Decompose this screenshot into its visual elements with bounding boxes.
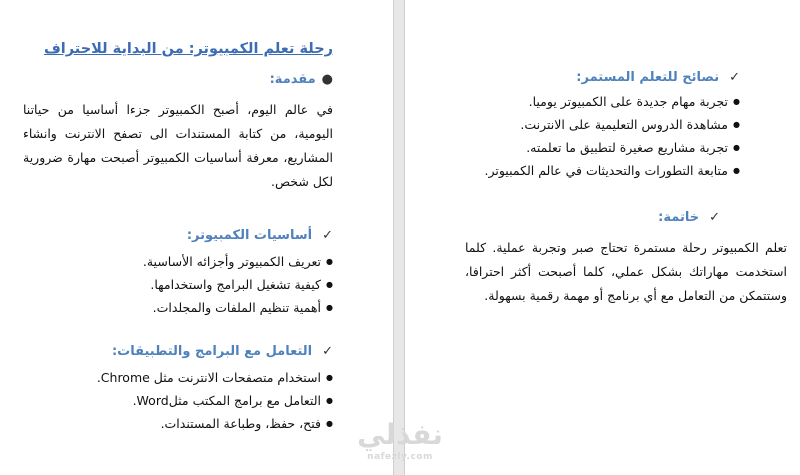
tips-list — [480, 90, 740, 182]
list-item: ● تجربة مشاريع صغيرة لتطبيق ما تعلمته. — [480, 136, 740, 159]
watermark-logo — [345, 418, 455, 462]
check-mark-icon: ✓ — [322, 344, 333, 359]
conclusion-paragraph: تعلم الكمبيوتر رحلة مستمرة تحتاج صبر وتجربة عملية. كلما استخدمت مهاراتك بشكل عملي، كلما أصبحت أكثر احترافا، وستتمكن من التعامل مع أي برنامج أو مهمة رقمية بسهولة. — [465, 240, 787, 303]
list-item: ● تعريف الكمبيوتر وأجزائه الأساسية. — [33, 250, 333, 273]
page-gutter — [393, 0, 405, 475]
basics-list — [33, 250, 333, 319]
tips-heading: ✓نصائح للتعلم المستمر: — [576, 70, 740, 85]
conclusion-heading: ✓خاتمة: — [658, 210, 720, 225]
list-item: ● تجربة مهام جديدة على الكمبيوتر يوميا. — [480, 90, 740, 113]
list-item: ● فتح، حفظ، وطباعة المستندات. — [33, 412, 333, 435]
check-mark-icon: ✓ — [322, 228, 333, 243]
intro-heading: ●مقدمة: — [269, 72, 333, 87]
intro-paragraph: في عالم اليوم، أصبح الكمبيوتر جزءا أساسيا من حياتنا اليومية، من كتابة المستندات الى تصفح الانترنت وانشاء المشاريع، معرفة أساسيات الكمبيوتر أصبحت مهارة ضرورية لكل شخص. — [23, 102, 333, 189]
bullet-icon: ● — [321, 72, 333, 87]
left-column — [465, 70, 787, 470]
list-item: ● متابعة التطورات والتحديثات في عالم الكمبيوتر. — [480, 159, 740, 182]
watermark-latin: nafezly.com — [367, 452, 433, 462]
watermark-arabic: نفذلي — [357, 418, 443, 451]
page-title-block — [33, 38, 333, 57]
list-item: ● التعامل مع برامج المكتب مثلWord. — [33, 389, 333, 412]
list-item: ● أهمية تنظيم الملفات والمجلدات. — [33, 296, 333, 319]
document-page-right — [0, 0, 393, 475]
page-title: رحلة تعلم الكمبيوتر: من البداية للاحتراف — [43, 41, 333, 57]
basics-heading: ✓أساسيات الكمبيوتر: — [186, 228, 333, 243]
check-mark-icon: ✓ — [729, 70, 740, 85]
apps-heading: ✓التعامل مع البرامج والتطبيقات: — [111, 344, 333, 359]
right-column — [23, 72, 333, 472]
list-item: ● استخدام متصفحات الانترنت مثل Chrome. — [33, 366, 333, 389]
list-item: ● مشاهدة الدروس التعليمية على الانترنت. — [480, 113, 740, 136]
document-page-left — [405, 0, 800, 475]
apps-list — [33, 366, 333, 435]
list-item: ● كيفية تشغيل البرامج واستخدامها. — [33, 273, 333, 296]
check-mark-icon: ✓ — [709, 210, 720, 225]
